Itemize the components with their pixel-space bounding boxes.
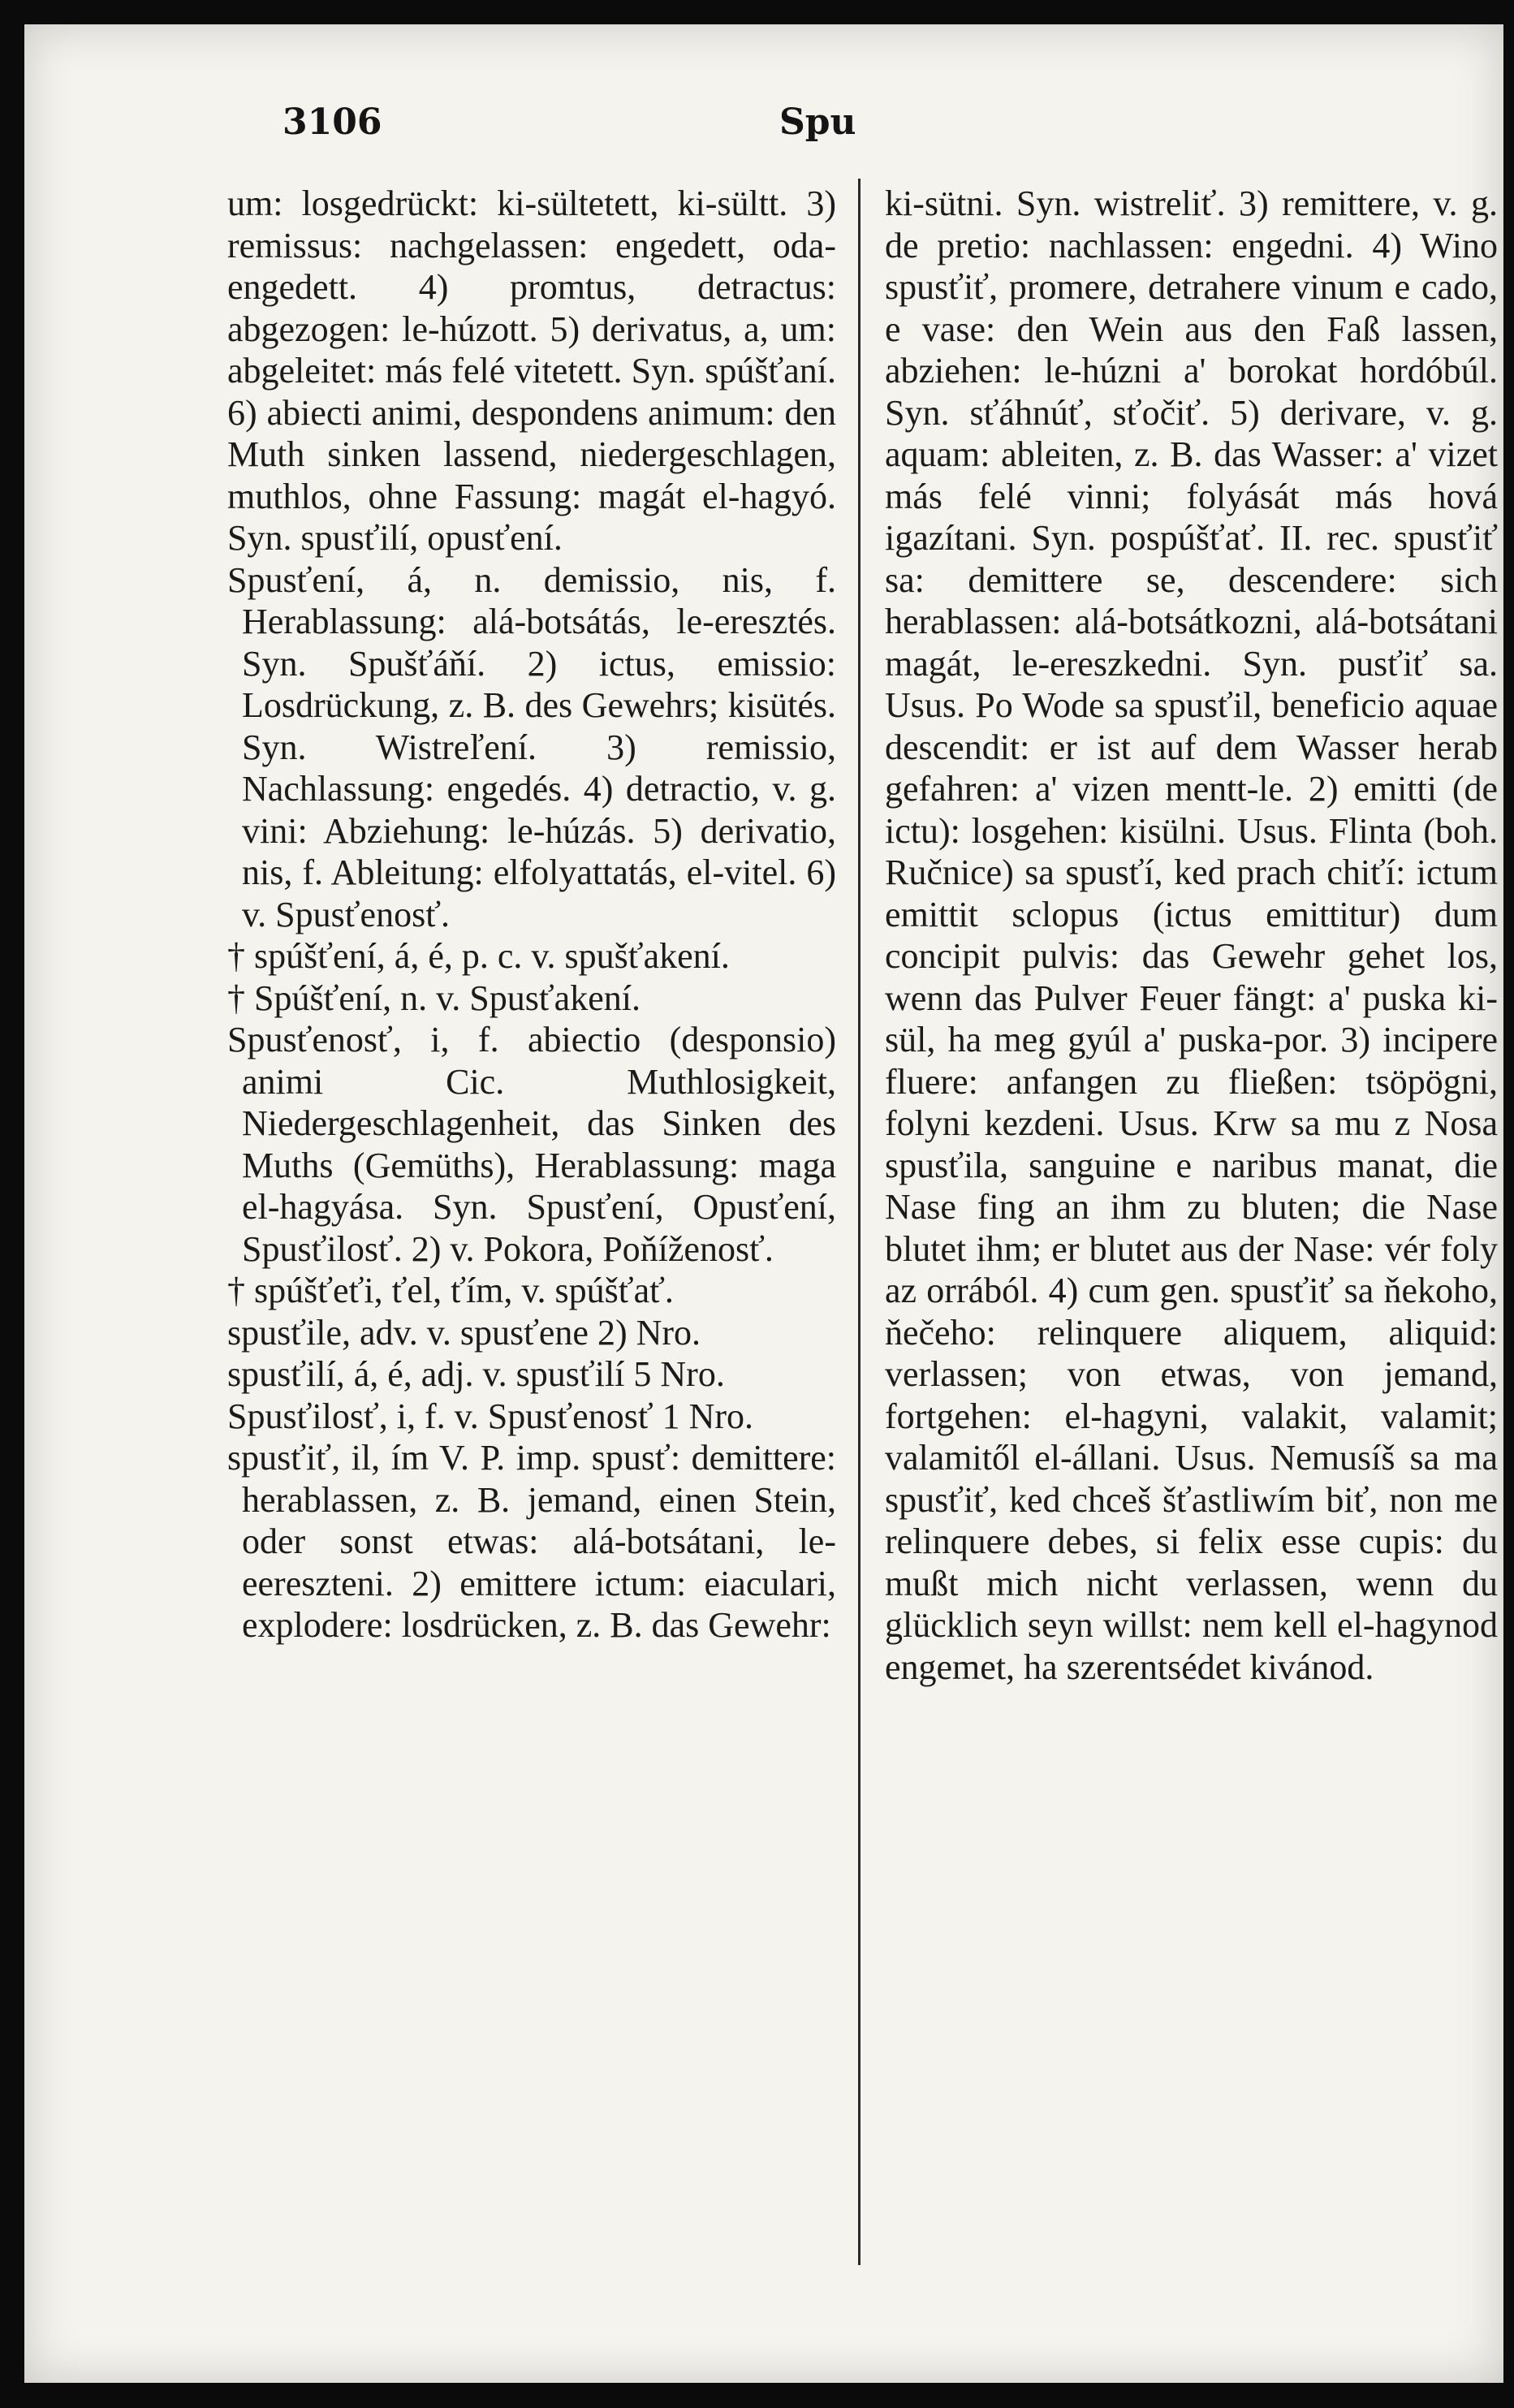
running-head: Spu xyxy=(779,101,856,143)
entry-text: ki-sütni. Syn. wistreliť. 3) remittere, v. g. de pretio: nachlassen: engedni. 4) Wino spusťiť, promere, detrahere vinum e cado, e vase: den Wein aus den Faß lassen, abziehen: le-húzni a' borokat hordóbúl. Syn. sťáhnúť, sťočiť. 5) derivare, v. g. aquam: ableiten, z. B. das Wasser: a' vizet más felé vinni; folyását más hová igazítani. Syn. pospúšťať. II. rec. spusťiť sa: demittere se, descendere: sich herablassen: alá-botsátkozni, alá-botsátani magát, le-ereszkedni. Syn. pusťiť sa. Usus. Po Wode sa spusťil, beneficio aquae descendit: er ist auf dem Wasser herab gefahren: a' vizen mentt-le. 2) emitti (de ictu): losgehen: kisülni. Usus. Flinta (boh. Ručnice) sa spusťí, ked prach chiťí: ictum emittit sclopus (ictus emittitur) dum concipit pulvis: das Gewehr gehet los, wenn das Pulver Feuer fängt: a' puska ki-sül, ha meg gyúl a' puska-por. 3) incipere fluere: anfangen zu fließen: tsöpögni, folyni kezdeni. Usus. Krw sa mu z Nosa spusťila, sanguine e naribus manat, die Nase fing an ihm zu bluten; die Nase blutet ihm; er blutet aus der Nase: vér foly az orrából. 4) cum gen. spusťiť sa ňekoho, ňečeho: relinquere aliquem, aliquid: verlassen; von etwas, von jemand, fortgehen: el-hagyni, valakit, valamit; valamitől el-állani. Usus. Nemusíš sa ma spusťiť, ked chceš šťastliwím biť, non me relinquere debes, si felix esse cupis: du mußt mich nicht verlassen, wenn du glücklich seyn willst: nem kell el-hagynod engemet, ha szerentsédet kivánod. xyxy=(885,183,1498,1687)
left-column xyxy=(227,183,836,2277)
right-column xyxy=(885,183,1498,2277)
column-divider xyxy=(858,179,861,2265)
page-number: 3106 xyxy=(283,101,382,143)
dictionary-entry: † Spúšťení, n. v. Spusťakení. xyxy=(227,977,641,1018)
dictionary-entry: Spusťenosť, i, f. abiectio (desponsio) animi Cic. Muthlosigkeit, Niedergeschlagenheit, das Sinken des Muths (Gemüths), Herablassung: maga el-hagyása. Syn. Spusťení, Opusťení, Spusťilosť. 2) v. Pokora, Poňíženosť. xyxy=(227,1020,836,1269)
dictionary-entry: † spúšťeťi, ťel, ťím, v. spúšťať. xyxy=(227,1271,674,1310)
dictionary-entry: Spusťení, á, n. demissio, nis, f. Herablassung: alá-botsátás, le-eresztés. Syn. Spušťáňí. 2) ictus, emissio: Losdrückung, z. B. des Gewehrs; kisütés. Syn. Wistreľení. 3) remissio, Nachlassung: engedés. 4) detractio, v. g. vini: Abziehung: le-húzás. 5) derivatio, nis, f. Ableitung: elfolyattatás, el-vitel. 6) v. Spusťenosť. xyxy=(227,559,836,934)
dictionary-entry: spusťilí, á, é, adj. v. spusťilí 5 Nro. xyxy=(227,1354,725,1394)
entry-text: um: losgedrückt: ki-sültetett, ki-sültt. 3) remissus: nachgelassen: engedett, oda-engedett. 4) promtus, detractus: abgezogen: le-húzott. 5) derivatus, a, um: abgeleitet: más felé vitetett. Syn. spúšťaní. 6) abiecti animi, despondens animum: den Muth sinken lassend, niedergeschlagen, muthlos, ohne Fassung: magát el-hagyó. Syn. spusťilí, opusťení. xyxy=(227,183,836,558)
dictionary-entry: † spúšťení, á, é, p. c. v. spušťakení. xyxy=(227,936,730,976)
book-page xyxy=(24,24,1503,2383)
dictionary-entry: spusťile, adv. v. spusťene 2) Nro. xyxy=(227,1312,701,1353)
dictionary-entry: Spusťilosť, i, f. v. Spusťenosť 1 Nro. xyxy=(227,1396,754,1436)
dictionary-entry: spusťiť, il, ím V. P. imp. spusť: demittere: herablassen, z. B. jemand, einen Stein, oder sonst etwas: alá-botsátani, le-eereszteni. 2) emittere ictum: eiaculari, explodere: losdrücken, z. B. das Gewehr: xyxy=(227,1438,836,1645)
